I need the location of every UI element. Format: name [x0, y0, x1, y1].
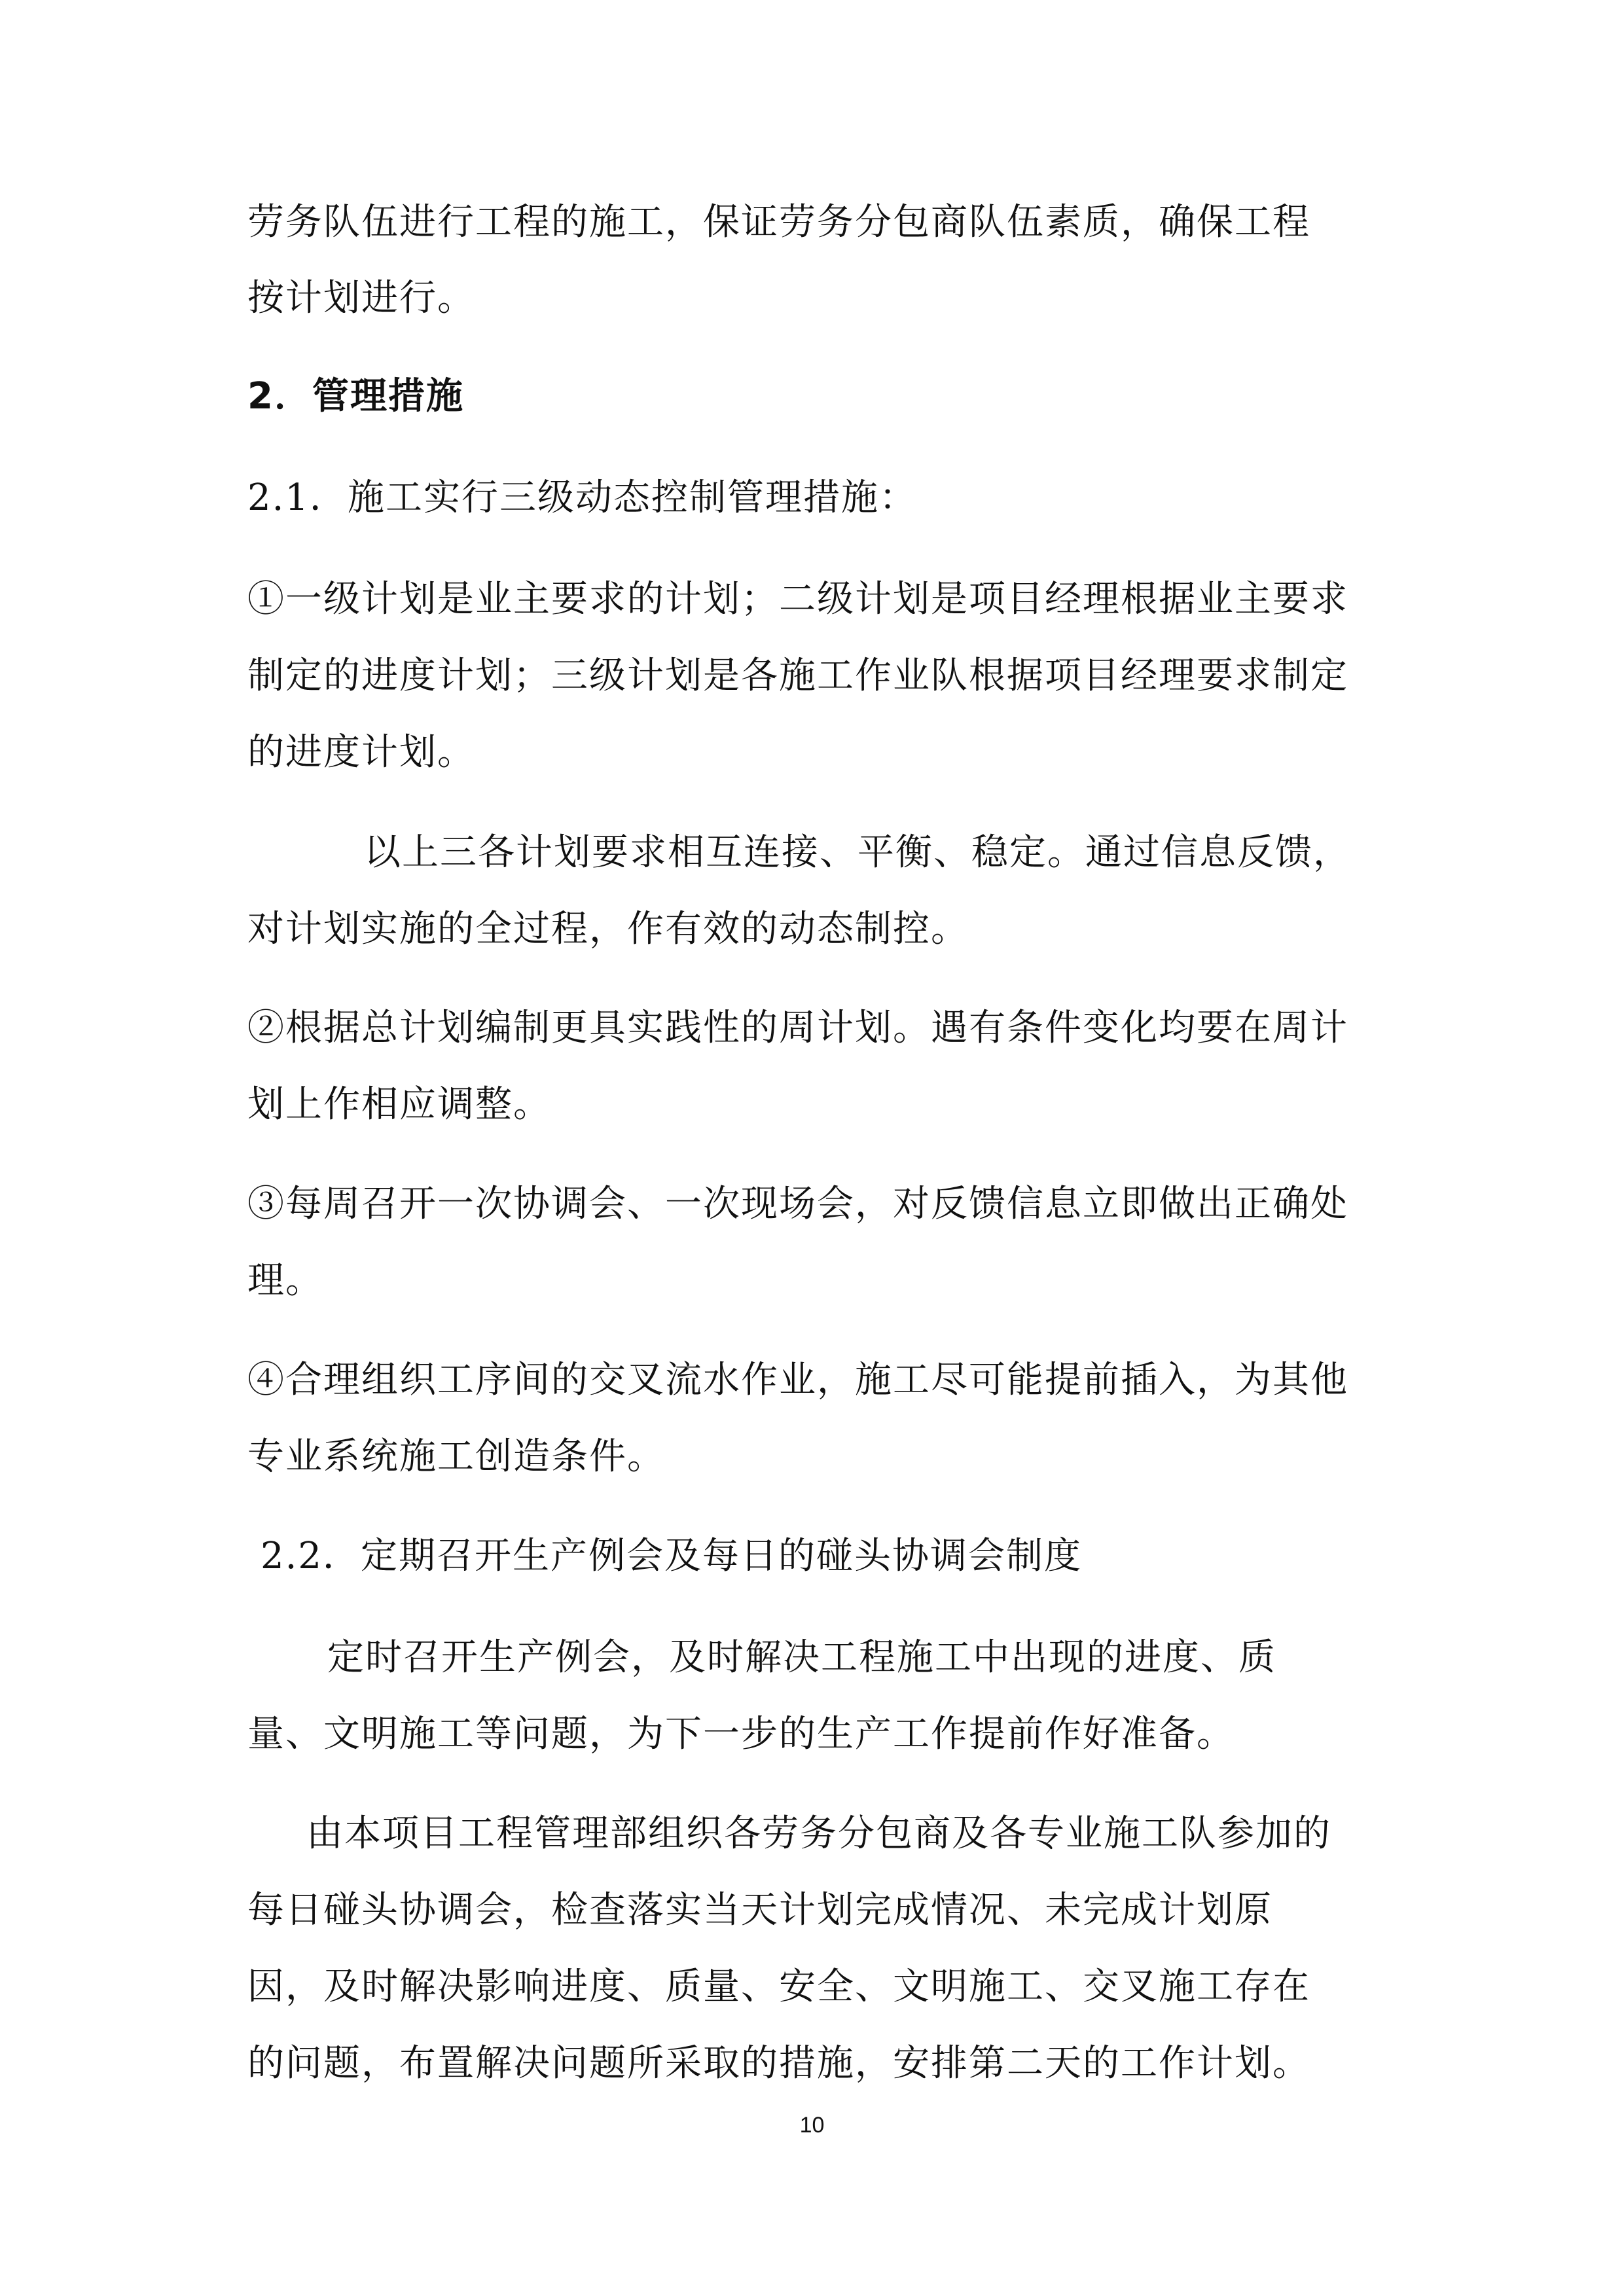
body-line: 制定的进度计划；三级计划是各施工作业队根据项目经理要求制定: [247, 655, 1348, 697]
body-line: 因，及时解决影响进度、质量、安全、文明施工、交叉施工存在: [247, 1965, 1310, 2008]
body-line: ③每周召开一次协调会、一次现场会，对反馈信息立即做出正确处: [247, 1183, 1348, 1225]
body-line: 专业系统施工创造条件。: [247, 1435, 665, 1478]
body-line: 由本项目工程管理部组织各劳务分包商及各专业施工队参加的: [306, 1812, 1331, 1855]
body-line: ②根据总计划编制更具实践性的周计划。遇有条件变化均要在周计: [247, 1007, 1348, 1049]
body-line: ①一级计划是业主要求的计划；二级计划是项目经理根据业主要求: [247, 578, 1348, 620]
body-line: 量、文明施工等问题，为下一步的生产工作提前作好准备。: [247, 1713, 1235, 1755]
body-line: 定时召开生产例会，及时解决工程施工中出现的进度、质: [327, 1636, 1276, 1679]
body-line: 按计划进行。: [247, 277, 475, 319]
page-number: 10: [799, 2113, 825, 2138]
section-heading: 2．管理措施: [247, 375, 464, 418]
body-line: ④合理组织工序间的交叉流水作业，施工尽可能提前插入，为其他: [247, 1359, 1348, 1401]
body-line: 对计划实施的全过程，作有效的动态制控。: [247, 908, 969, 950]
body-line: 以上三各计划要求相互连接、平衡、稳定。通过信息反馈，: [364, 831, 1351, 874]
body-line: 划上作相应调整。: [247, 1083, 551, 1126]
subsection-heading: 2.1．施工实行三级动态控制管理措施：: [247, 476, 918, 519]
body-line: 劳务队伍进行工程的施工，保证劳务分包商队伍素质，确保工程: [247, 201, 1310, 243]
body-line: 的问题，布置解决问题所采取的措施，安排第二天的工作计划。: [247, 2042, 1310, 2085]
body-line: 理。: [247, 1259, 323, 1302]
body-line: 的进度计划。: [247, 731, 475, 774]
body-line: 每日碰头协调会，检查落实当天计划完成情况、未完成计划原: [247, 1889, 1272, 1931]
subsection-heading: 2.2．定期召开生产例会及每日的碰头协调会制度: [261, 1535, 1083, 1577]
